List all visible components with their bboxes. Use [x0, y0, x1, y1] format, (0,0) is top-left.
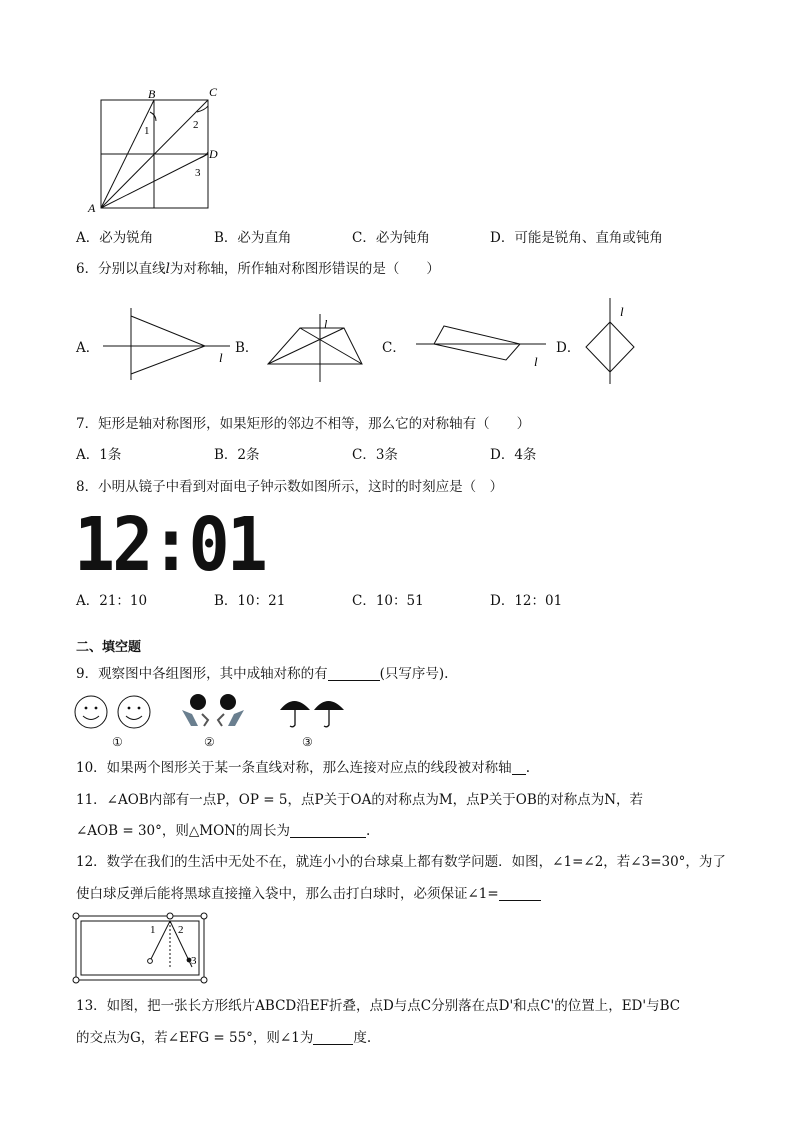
svg-text:l: l [620, 304, 624, 319]
q7-stem: 7．矩形是轴对称图形，如果矩形的邻边不相等，那么它的对称轴有（ ） [76, 416, 531, 432]
svg-text:l: l [534, 354, 538, 369]
svg-text:1: 1 [150, 924, 156, 936]
q6-figure-b [262, 314, 382, 384]
q9-people-icons [178, 692, 248, 728]
q6-figure-a [95, 308, 235, 380]
q5-option-b[interactable]: B．必为直角 [214, 230, 292, 246]
section-title-fill-in: 二、填空题 [76, 640, 142, 655]
label-B: B [148, 87, 156, 101]
q6-option-d-letter[interactable]: D． [556, 340, 581, 356]
q8-option-d[interactable]: D．12：01 [490, 593, 563, 609]
q8-option-c[interactable]: C．10：51 [352, 593, 424, 609]
svg-text:3: 3 [191, 955, 197, 967]
q12-line1: 12．数学在我们的生活中无处不在，就连小小的台球桌上都有数学问题．如图，∠1=∠2，若∠3=30°，为了 [76, 854, 726, 870]
q6-stem: 6．分别以直线l为对称轴，所作轴对称图形错误的是（ ） [76, 261, 440, 277]
q9-answer-blank[interactable] [328, 666, 380, 681]
angle-1-label: 1 [144, 125, 150, 137]
q6-figure-c [410, 318, 560, 374]
q9-smiley-faces [74, 694, 154, 730]
q13-answer-blank[interactable] [313, 1030, 353, 1045]
q8-digital-clock: 12:01 [74, 502, 266, 588]
q5-option-d[interactable]: D．可能是锐角、直角或钝角 [490, 230, 663, 246]
q8-option-a[interactable]: A．21：10 [76, 593, 148, 609]
svg-text:2: 2 [178, 924, 184, 936]
q6-option-a-letter[interactable]: A． [76, 340, 100, 356]
q9-umbrella-icons [278, 694, 348, 730]
q11-line1: 11．∠AOB内部有一点P，OP = 5，点P关于OA的对称点为M，点P关于OB的对称点为N，若 [76, 792, 644, 808]
q6-option-c-letter[interactable]: C． [382, 340, 406, 356]
angle-2-label: 2 [193, 119, 199, 131]
label-C: C [209, 85, 218, 99]
q7-option-c[interactable]: C．3条 [352, 447, 398, 463]
q13-line1: 13．如图，把一张长方形纸片ABCD沿EF折叠，点D与点C分别落在点D'和点C'的位置上，ED'与BC [76, 998, 681, 1014]
q9-label-1: ① [112, 735, 123, 749]
q5-option-a[interactable]: A．必为锐角 [76, 230, 154, 246]
q12-line2: 使白球反弹后能将黑球直接撞入袋中，那么击打白球时，必须保证∠1= [76, 885, 541, 903]
q10-answer-blank[interactable] [512, 760, 526, 775]
q12-pool-table-figure [72, 911, 212, 987]
svg-text:l: l [324, 317, 328, 331]
q12-answer-blank[interactable] [499, 886, 541, 901]
q9-label-2: ② [204, 735, 215, 749]
q7-option-b[interactable]: B．2条 [214, 447, 260, 463]
label-A: A [88, 201, 96, 215]
q7-option-a[interactable]: A．1条 [76, 447, 122, 463]
q13-line2: 的交点为G，若∠EFG = 55°，则∠1为 度. [76, 1030, 372, 1046]
svg-text:l: l [219, 350, 223, 365]
label-D: D [209, 147, 218, 161]
q6-figure-d [580, 296, 650, 388]
angle-3-label: 3 [195, 167, 201, 179]
q9-stem: 9．观察图中各组图形，其中成轴对称的有 (只写序号). [76, 666, 449, 682]
q8-stem: 8．小明从镜子中看到对面电子钟示数如图所示，这时的时刻应是（ ） [76, 479, 504, 495]
q7-option-d[interactable]: D．4条 [490, 447, 537, 463]
q5-option-c[interactable]: C．必为钝角 [352, 230, 430, 246]
q11-answer-blank[interactable] [290, 823, 366, 838]
q10-stem: 10．如果两个图形关于某一条直线对称，那么连接对应点的线段被对称轴 . [76, 760, 530, 776]
q11-line2: ∠AOB = 30°，则△MON的周长为 . [76, 823, 371, 839]
q9-label-3: ③ [302, 735, 313, 749]
q5-grid-figure [84, 84, 224, 216]
q6-option-b-letter[interactable]: B． [235, 340, 259, 356]
q8-option-b[interactable]: B．10：21 [214, 593, 286, 609]
